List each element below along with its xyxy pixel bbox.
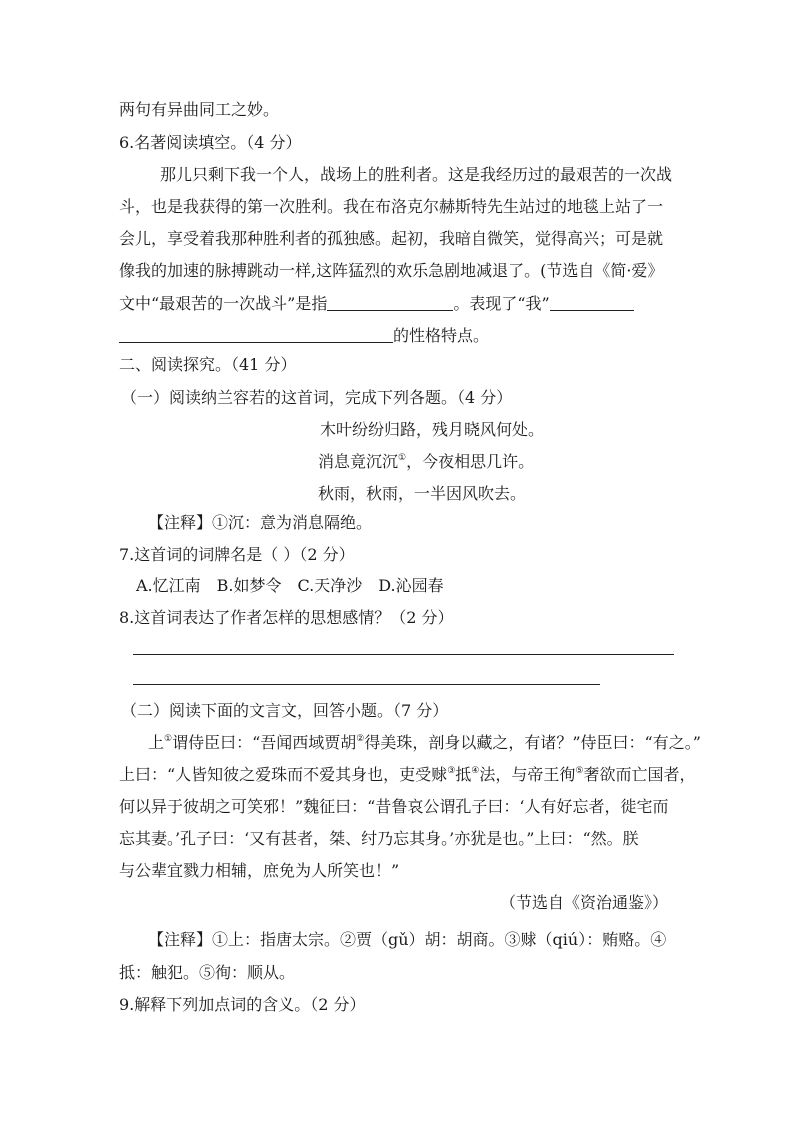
classical-text: 上曰：“人皆知彼之爱珠而不爱其身也，吏受赇 (119, 765, 448, 784)
classical-text: 得美珠，剖身以藏之，有诸？”侍臣曰：“有之。” (364, 733, 701, 752)
answer-blank[interactable] (550, 294, 634, 311)
passage-line: 会儿，享受着我那种胜利者的孤独感。起初，我暗自微笑，觉得高兴；可是就 (119, 229, 664, 248)
poem-text: 消息竟沉沉 (318, 452, 399, 471)
fill-in-line (119, 325, 489, 347)
question-9: 9.解释下列加点词的含义。（2 分） (119, 995, 366, 1014)
answer-blank[interactable] (119, 326, 393, 343)
answer-blank[interactable] (327, 294, 453, 311)
passage-line: 那儿只剩下我一个人，战场上的胜利者。这是我经历过的最艰苦的一次战 (160, 165, 673, 184)
fill-in-line (119, 293, 634, 315)
classical-text-line: 忘其妻。’孔子曰：‘又有甚者，桀、纣乃忘其身。’亦犹是也。”上曰：“然。朕 (119, 829, 639, 848)
poem-annotation: 【注释】①沉：意为消息隔绝。 (148, 513, 373, 532)
question-7-options: A.忆江南 B.如梦令 C.天净沙 D.沁园春 (136, 576, 444, 595)
fill-in-text: 。表现了“我” (453, 294, 550, 313)
poem-text: ，今夜相思几许。 (406, 452, 535, 471)
classical-text: 谓侍臣曰：“吾闻西域贾胡 (172, 733, 357, 752)
answer-line[interactable] (133, 684, 600, 685)
text-line: 两句有异曲同工之妙。 (119, 100, 280, 119)
footnote-marker: ① (398, 453, 407, 463)
classical-annotation: 抵：触犯。⑤徇：顺从。 (119, 963, 296, 982)
passage-line: 像我的加速的脉搏跳动一样,这阵猛烈的欢乐急剧地减退了。(节选自《简·爱》 (119, 261, 664, 280)
answer-line[interactable] (133, 654, 674, 655)
section-2-heading: 二、阅读探究。（41 分） (119, 355, 297, 374)
classical-text-line: 与公辈宜戮力相辅，庶免为人所笑也！” (119, 861, 400, 880)
subsection-1-heading: （一）阅读纳兰容若的这首词，完成下列各题。（4 分） (121, 388, 513, 407)
footnote-marker: ① (164, 734, 173, 744)
question-6-heading: 6.名著阅读填空。（4 分） (119, 133, 302, 152)
source-citation: （节选自《资治通鉴》） (500, 893, 669, 912)
footnote-marker: ⑤ (575, 766, 584, 776)
classical-text-line (148, 732, 701, 754)
footnote-marker: ③ (447, 766, 456, 776)
poem-line (318, 451, 534, 473)
classical-text-line: 何以异于彼胡之可笑邪！”魏征曰：“昔鲁哀公谓孔子曰：‘人有好忘者，徙宅而 (119, 797, 669, 816)
question-8: 8.这首词表达了作者怎样的思想感情？（2 分） (119, 608, 454, 627)
footnote-marker: ④ (471, 766, 480, 776)
classical-text-line (119, 764, 695, 786)
classical-text: 奢欲而亡国者， (583, 765, 696, 784)
subsection-2-heading: （二）阅读下面的文言文，回答小题。（7 分） (121, 701, 449, 720)
classical-text: 上 (148, 733, 165, 752)
fill-in-text: 文中“最艰苦的一次战斗”是指 (119, 294, 328, 313)
footnote-marker: ② (356, 734, 365, 744)
poem-line: 木叶纷纷归路，残月晓风何处。 (320, 420, 545, 439)
question-7: 7.这首词的词牌名是（ ）（2 分） (119, 545, 355, 564)
poem-line: 秋雨，秋雨，一半因风吹去。 (318, 484, 527, 503)
classical-text: 法，与帝王徇 (479, 765, 576, 784)
fill-in-text: 的性格特点。 (393, 326, 490, 345)
classical-annotation: 【注释】①上：指唐太宗。②贾（gǔ）胡：胡商。③赇（qiú）：贿赂。④ (148, 930, 667, 949)
classical-text: 抵 (455, 765, 472, 784)
passage-line: 斗，也是我获得的第一次胜利。我在布洛克尔赫斯特先生站过的地毯上站了一 (119, 197, 664, 216)
